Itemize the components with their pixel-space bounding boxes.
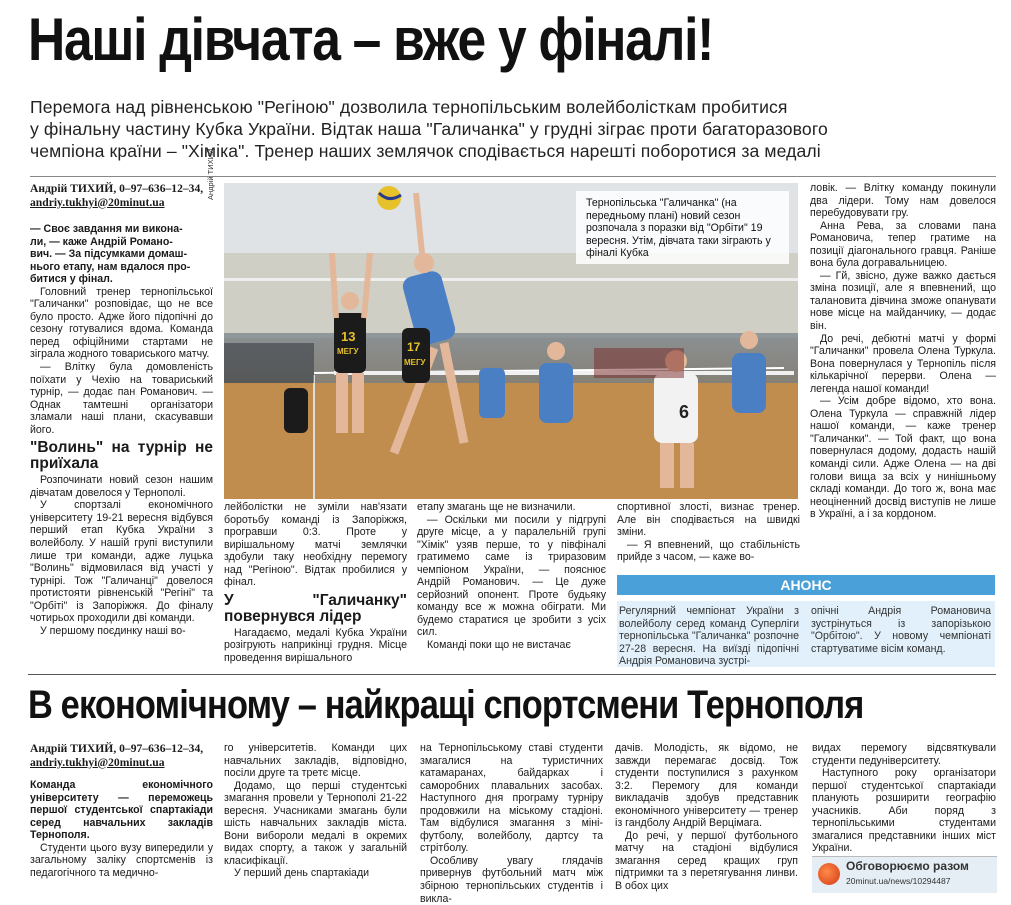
paragraph: — Влітку була домовленість поїхати у Чехію на товариський турнір, — додає пан Романович. — Однак тамтешні організатори зламали наші плани, скасувавши його.	[30, 361, 213, 436]
quote-line: — Своє завдання ми викона-	[30, 223, 183, 235]
photo-credit: Андрій ТИХИЙ	[206, 148, 215, 200]
paragraph: ловік. — Влітку команду покинули два лідери. Тому нам довелося перебудовувати гру.	[810, 182, 996, 220]
paragraph: — Я впевнений, що стабільність прийде з часом, — каже во-	[617, 538, 800, 564]
paragraph: У перший день спартакіади	[234, 867, 370, 880]
paragraph: го університетів. Команди цих навчальних закладів, відповідно, посіли друге та третє місце.	[224, 742, 407, 780]
paragraph: — Усім добре відомо, хто вона. Олена Туркула — справжній лідер нашої команди, — каже тренер "Галичанки". — Той факт, що вона повернулася додому, додасть нашій команді сили. Адже Олена — на дві голови вища за всіх у нинішньому складі команди. До того ж, вона має неоціненний досвід виступів не лише в Україні, а і за кордоном.	[810, 395, 996, 521]
article2-column-4	[615, 742, 798, 893]
paragraph: опічні Андрія Романовича зустрінуться із запорізькою "Орбітою". У новому чемпіонаті стартуватиме вісім команд.	[811, 605, 991, 655]
intro-quote	[30, 223, 213, 286]
byline-email[interactable]: andriy.tukhyi@20minut.ua	[30, 755, 165, 769]
article-column-4	[617, 501, 800, 564]
paragraph: Команді поки що не вистачає	[427, 639, 571, 652]
paragraph: Додамо, що перші студентські змагання провели у Тернополі 21-22 вересня. Учасниками змагань були шість навчальних закладів міста. Вони вибороли медалі в окремих видах спорту, а також у загальній класифікації.	[224, 779, 407, 867]
article2-column-1	[30, 742, 213, 879]
announcement-box	[617, 601, 995, 667]
paragraph: етапу змагань ще не визначили.	[417, 501, 576, 513]
paragraph: Розпочинати новий сезон нашим дівчатам довелося у Тернополі.	[30, 474, 213, 499]
article-column-3	[417, 501, 606, 652]
paragraph: Головний тренер тернопільської "Галичанки" розповідає, що не все було просто. Адже його підопічні до сезону готувалися вдома. Команда перед офіційними стартами не зіграла жодного товариського матчу.	[30, 285, 213, 361]
article2-column-2	[224, 742, 407, 880]
paragraph: спортивної злості, визнає тренер. Але він сподівається на швидкі зміни.	[617, 501, 800, 539]
byline	[30, 182, 213, 209]
article-divider	[28, 674, 996, 675]
paragraph: лейболістки не зуміли нав'язати боротьбу команді із Запоріжжя, програвши 0:3. Проте у вирішальному матчі землячки здобули таку необхідну перемогу над "Регіною". Відтак пробилися у фінал.	[224, 501, 407, 589]
jersey-team-13: МЕГУ	[337, 347, 359, 356]
article-lead	[30, 96, 990, 162]
section-divider	[30, 176, 996, 177]
byline-name: Андрій ТИХИЙ, 0–97–636–12–34,	[30, 182, 204, 195]
quote-line: битися у фінал.	[30, 273, 113, 286]
paragraph: Нагадаємо, медалі Кубка України розігрують наприкінці грудня. Місце проведення вирішального	[224, 626, 407, 664]
paragraph: До речі, дебютні матчі у формі "Галичанки" провела Олена Туркула. Вона повернулася у Тернопіль після кількарічної перерви. Олена — легенда нашої команди!	[810, 332, 996, 395]
jersey-number-13: 13	[341, 329, 356, 344]
article-headline: Наші дівчата – вже у фіналі!	[28, 6, 714, 73]
paragraph: Регулярний чемпіонат України з волейболу серед команд Суперліги тернопільська "Галичанка" розпочне 27-28 вересня. На виїзді підопічні Андрія Романовича зустрі-	[619, 605, 799, 668]
announcement-text-right	[811, 605, 991, 655]
article2-headline: В економічному – найкращі спортсмени Тернополя	[28, 683, 864, 727]
jersey-team-17: МЕГУ	[404, 358, 426, 367]
jersey-number-6: 6	[679, 402, 690, 422]
jersey-number-17: 17	[407, 340, 421, 354]
promo-url[interactable]: 20minut.ua/news/10294487	[846, 876, 951, 886]
paragraph: Студенти цього вузу випередили у загальному заліку спортсменів із педагогічного та медично-	[30, 841, 213, 879]
announcement-header: АНОНС	[617, 575, 995, 595]
article-column-5	[810, 182, 996, 521]
photo-caption: Тернопільська "Галичанка" (на передньому плані) новий сезон розпочала з поразки від "Орбіти" 19 вересня. Утім, дівчата таки зіграють у фіналі Кубка	[576, 191, 789, 264]
subheading: "Волинь" на турнір не приїхала	[30, 439, 213, 473]
quote-line: вич. — За підсумками домаш-	[30, 248, 187, 261]
paragraph: У спортзалі економічного університету 19-21 вересня відбувся перший етап Кубка України з волейболу. У нашій групі виступили лише три команди, адже луцька "Волинь" відмовилася від участі у турнірі. Тож "Галичанці" довелося протистояти рівненській "Регіні" та "Орбіті" із Запоріжжя. До фіналу чотирьох проходили дві команди.	[30, 499, 213, 625]
promo-title: Обговорюємо разом	[846, 859, 969, 873]
lead-line: чемпіона країни – "Хіміка". Тренер наших землячок сподівається нарешті поборотися за медалі	[30, 141, 821, 161]
paragraph: До речі, у першої футбольного матчу на стадіоні відбулися змагання серед кращих груп підтримки та з перетягування линви. В обох цих	[615, 829, 798, 893]
quote-line: ли, — каже Андрій Романо-	[30, 235, 173, 248]
article2-column-5	[812, 742, 996, 855]
article-column-2	[224, 501, 407, 664]
discussion-icon	[818, 863, 840, 885]
paragraph: — Оскільки ми посили у підгрупі друге місце, а у паралельній групі "Хімік" узяв перше, то у півфіналі гратимемо саме із триразовим чемпіоном України, — пояснює Андрій Романович. — Це дуже серйозний опонент. Проте будьяку команду все ж можна обіграти. Ми будемо старатися це зробити з усіх сил.	[417, 513, 606, 639]
paragraph: Наступного року організатори першої студентської спартакіади планують розширити географію учасників. Аби поряд з тернопільськими студентами змагалися представники інших міст України.	[812, 767, 996, 855]
lead-line: у фінальну частину Кубка України. Відтак наша "Галичанка" у грудні зіграє проти багаторазового	[30, 119, 828, 139]
byline-email[interactable]: andriy.tukhyi@20minut.ua	[30, 195, 165, 209]
lead-line: Перемога над рівненською "Регіною" дозволила тернопільським волейболісткам пробитися	[30, 97, 788, 117]
paragraph: Особливу увагу глядачів привернув футбольний матч між збірною тернопільських студентів і викла-	[420, 854, 603, 905]
byline	[30, 742, 213, 769]
paragraph: У першому поєдинку наші во-	[40, 624, 186, 637]
paragraph: дачів. Молодість, як відомо, не завжди перемагає досвід. Тож студенти поступилися з рахунком 3:2. Перемогу для команди викладачів здобув представник економічного університету — тренер із гандболу Андрій Верцімага.	[615, 742, 798, 830]
quote-line: нього етапу, нам вдалося про-	[30, 260, 191, 273]
article-column-1	[30, 182, 213, 637]
paragraph: на Тернопільському ставі студенти змагалися на туристичних катамаранах, байдарках і саморобних плавальних засобах. Наступного дня програму турніру продовжили на міському стадіоні. Там відбулися змагання з міні-футболу, волейболу, дартсу та стрітболу.	[420, 742, 603, 855]
paragraph: Анна Рева, за словами пана Романовича, тепер гратиме на позиції діагонального гравця. Раніше вона була догравальницею.	[810, 219, 996, 270]
intro-paragraph: Команда економічного університету — переможець першої студентської спартакіади серед навчальних закладів Тернополя.	[30, 779, 213, 842]
article2-column-3	[420, 742, 603, 905]
paragraph: видах перемогу відсвяткували студенти педуніверситету.	[812, 742, 996, 767]
subheading: У "Галичанку" повернувся лідер	[224, 591, 407, 625]
paragraph: — Гй, звісно, дуже важко дається зміна позиції, але я впевнений, що талановита дівчина зможе опанувати нове місце на майданчику, — додає він.	[810, 269, 996, 333]
discussion-promo[interactable]	[812, 856, 997, 893]
byline-name: Андрій ТИХИЙ, 0–97–636–12–34,	[30, 742, 204, 755]
announcement-text-left	[619, 605, 799, 668]
